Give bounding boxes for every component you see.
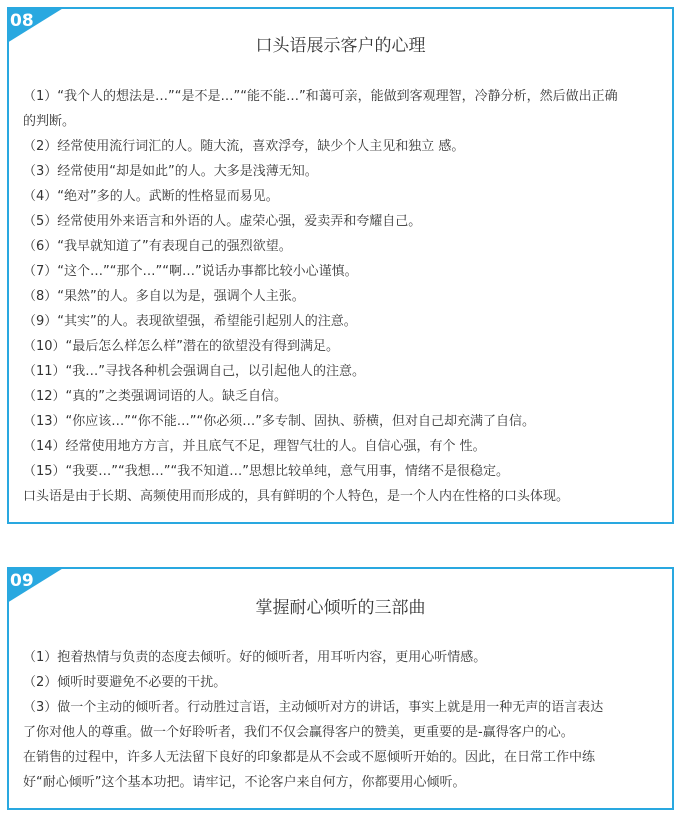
body-line: （4）“绝对”多的人。武断的性格显而易见。 [23,189,279,204]
body-line: （3）经常使用“却是如此”的人。大多是浅薄无知。 [23,164,318,179]
body-line: （1）“我个人的想法是…”“是不是…”“能不能…”和蔼可亲，能做到客观理智，冷静分析，然后做出正确 [23,89,618,104]
body-line: （14）经常使用地方方言，并且底气不足，理智气壮的人。自信心强，有个 性。 [23,439,486,454]
body-line: （8）“果然”的人。多自以为是，强调个人主张。 [23,289,305,304]
body-line: （5）经常使用外来语言和外语的人。虚荣心强，爱卖弄和夸耀自己。 [23,214,422,229]
body-line: （9）“其实”的人。表现欲望强，希望能引起别人的注意。 [23,314,357,329]
body-line: （15）“我要…”“我想…”“我不知道…”思想比较单纯，意气用事，情绪不是很稳定。 [23,464,509,479]
section-number: 08 [10,11,34,31]
section-body [23,645,662,795]
section-title: 口头语展示客户的心理 [255,36,426,56]
body-line: （2）经常使用流行词汇的人。随大流，喜欢浮夸，缺少个人主见和独立 感。 [23,139,465,154]
body-line: （13）“你应该…”“你不能…”“你必须…”多专制、固执、骄横，但对自己却充满了自信。 [23,414,535,429]
body-line: （10）“最后怎么样怎么样”潜在的欲望没有得到满足。 [23,339,340,354]
body-line: （1）抱着热情与负责的态度去倾听。好的倾听者，用耳听内容，更用心听情感。 [23,650,487,665]
body-line: （2）倾听时要避免不必要的干扰。 [23,675,227,690]
section-title: 掌握耐心倾听的三部曲 [255,598,426,618]
section-09-card [7,567,674,810]
body-line: （3）做一个主动的倾听者。行动胜过言语，主动倾听对方的讲话，事实上就是用一种无声的语言表达 [23,700,604,715]
section-body [23,84,662,509]
body-line: （6）“我早就知道了”有表现自己的强烈欲望。 [23,239,292,254]
body-line: （11）“我…”寻找各种机会强调自己，以引起他人的注意。 [23,364,366,379]
body-line: 的判断。 [23,114,76,129]
body-line: 在销售的过程中，许多人无法留下良好的印象都是从不会或不愿倾听开始的。因此，在日常工作中练 [23,750,596,765]
body-line: 好“耐心倾听”这个基本功把。请牢记，不论客户来自何方，你都要用心倾听。 [23,775,466,790]
section-number: 09 [10,571,34,591]
body-line: 了你对他人的尊重。做一个好聆听者，我们不仅会赢得客户的赞美，更重要的是-赢得客户的心。 [23,725,574,740]
section-08-card [7,7,674,524]
body-line: （12）“真的”之类强调词语的人。缺乏自信。 [23,389,288,404]
body-line: （7）“这个…”“那个…”“啊…”说话办事都比较小心谨慎。 [23,264,358,279]
body-line: 口头语是由于长期、高频使用而形成的，具有鲜明的个人特色，是一个人内在性格的口头体现。 [23,489,570,504]
